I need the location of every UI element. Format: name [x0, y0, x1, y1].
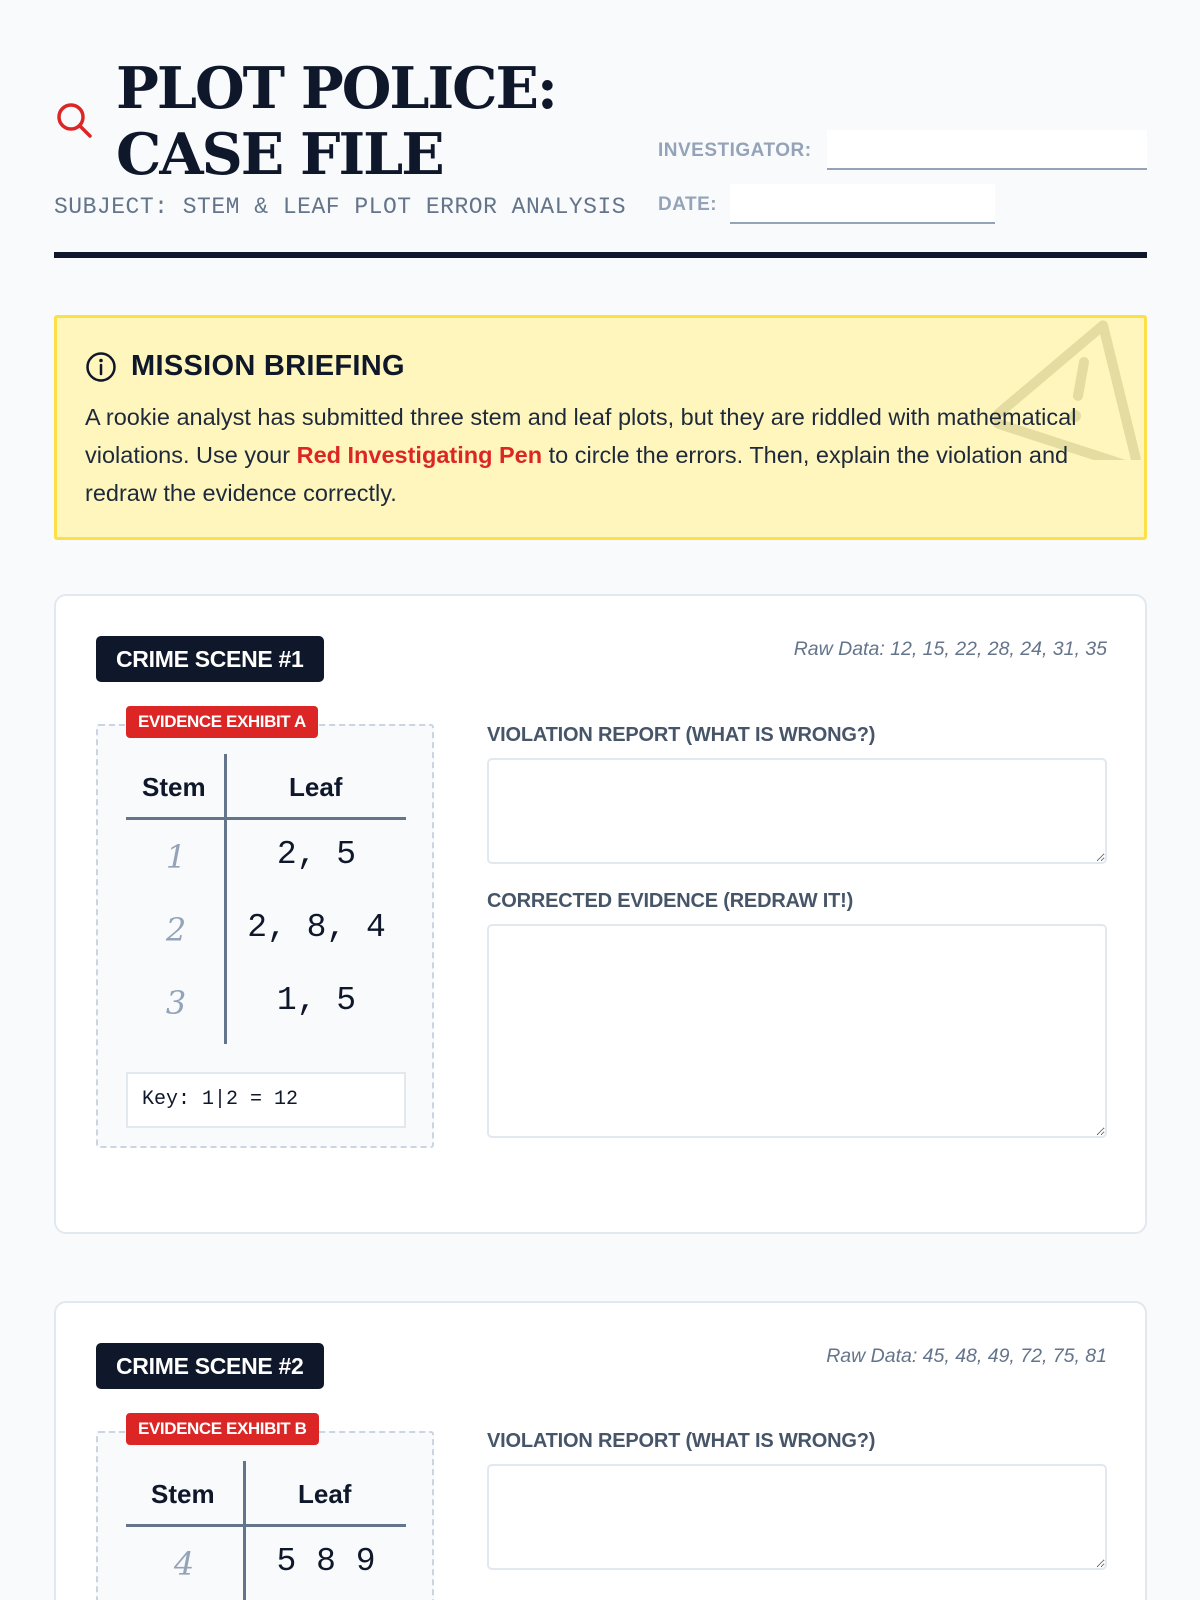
evidence-exhibit [96, 712, 434, 1148]
violation-report-label: VIOLATION REPORT (WHAT IS WRONG?) [487, 724, 876, 746]
date-field[interactable] [730, 184, 995, 224]
exhibit-tag: EVIDENCE EXHIBIT A [126, 706, 318, 738]
corrected-evidence-field[interactable] [487, 924, 1107, 1138]
plot-key: Key: 1|2 = 12 [126, 1072, 406, 1128]
stem-value: 3 [165, 984, 187, 1022]
exhibit-tag: EVIDENCE EXHIBIT B [126, 1413, 319, 1445]
date-label: DATE: [658, 194, 718, 215]
crime-scene-badge: CRIME SCENE #1 [96, 636, 324, 682]
page-header [54, 56, 1147, 260]
crime-scene-card [54, 1301, 1147, 1600]
plot-row [126, 820, 406, 893]
crime-scene-card [54, 594, 1147, 1234]
red-pen-highlight: Red Investigating Pen [296, 442, 543, 468]
investigator-label: INVESTIGATOR: [658, 140, 812, 161]
leaf-header: Leaf [298, 1479, 352, 1509]
violation-report-field[interactable] [487, 758, 1107, 864]
plot-header [126, 754, 406, 820]
magnifier-icon [54, 100, 94, 140]
subject-line: SUBJECT: STEM & LEAF PLOT ERROR ANALYSIS [54, 194, 627, 220]
leaf-values: 2, 8, 4 [247, 909, 386, 946]
stem-value: 1 [165, 838, 187, 876]
briefing-heading [85, 350, 405, 383]
stem-value: 4 [173, 1545, 195, 1583]
briefing-text-end: to circle the errors. Then, explain the violation and redraw the evidence correctly. [85, 442, 1069, 506]
plot-header [126, 1461, 406, 1527]
page-title-line1: PLOT POLICE: [116, 55, 556, 122]
investigator-field[interactable] [827, 130, 1147, 170]
raw-data: Raw Data: 45, 48, 49, 72, 75, 81 [826, 1345, 1107, 1367]
stem-leaf-plot [126, 1461, 406, 1600]
page-title-line2: CASE FILE [116, 121, 443, 188]
plot-row [126, 1527, 406, 1600]
plot-row [126, 893, 406, 966]
plot-row [126, 966, 406, 1039]
stem-header: Stem [151, 1479, 215, 1509]
leaf-values: 5 8 9 [276, 1543, 376, 1580]
corrected-evidence-label: CORRECTED EVIDENCE (REDRAW IT!) [487, 890, 854, 912]
header-divider [54, 252, 1147, 258]
briefing-text [85, 398, 1095, 512]
leaf-header: Leaf [289, 772, 343, 802]
crime-scene-badge: CRIME SCENE #2 [96, 1343, 324, 1389]
leaf-values: 1, 5 [276, 982, 357, 1019]
violation-report-field[interactable] [487, 1464, 1107, 1570]
evidence-exhibit [96, 1419, 434, 1600]
mission-briefing [54, 315, 1147, 540]
leaf-values: 2, 5 [276, 836, 357, 873]
stem-header: Stem [142, 772, 206, 802]
briefing-text-start: A rookie analyst has submitted three stem and leaf plots, but they are riddled with mathematical violations. Use your [85, 404, 1077, 468]
stem-leaf-plot [126, 754, 406, 1039]
raw-data: Raw Data: 12, 15, 22, 28, 24, 31, 35 [793, 638, 1107, 660]
page-title [116, 56, 556, 188]
briefing-title: MISSION BRIEFING [131, 350, 405, 382]
info-icon [85, 351, 117, 383]
stem-value: 2 [165, 911, 187, 949]
violation-report-label: VIOLATION REPORT (WHAT IS WRONG?) [487, 1430, 876, 1452]
